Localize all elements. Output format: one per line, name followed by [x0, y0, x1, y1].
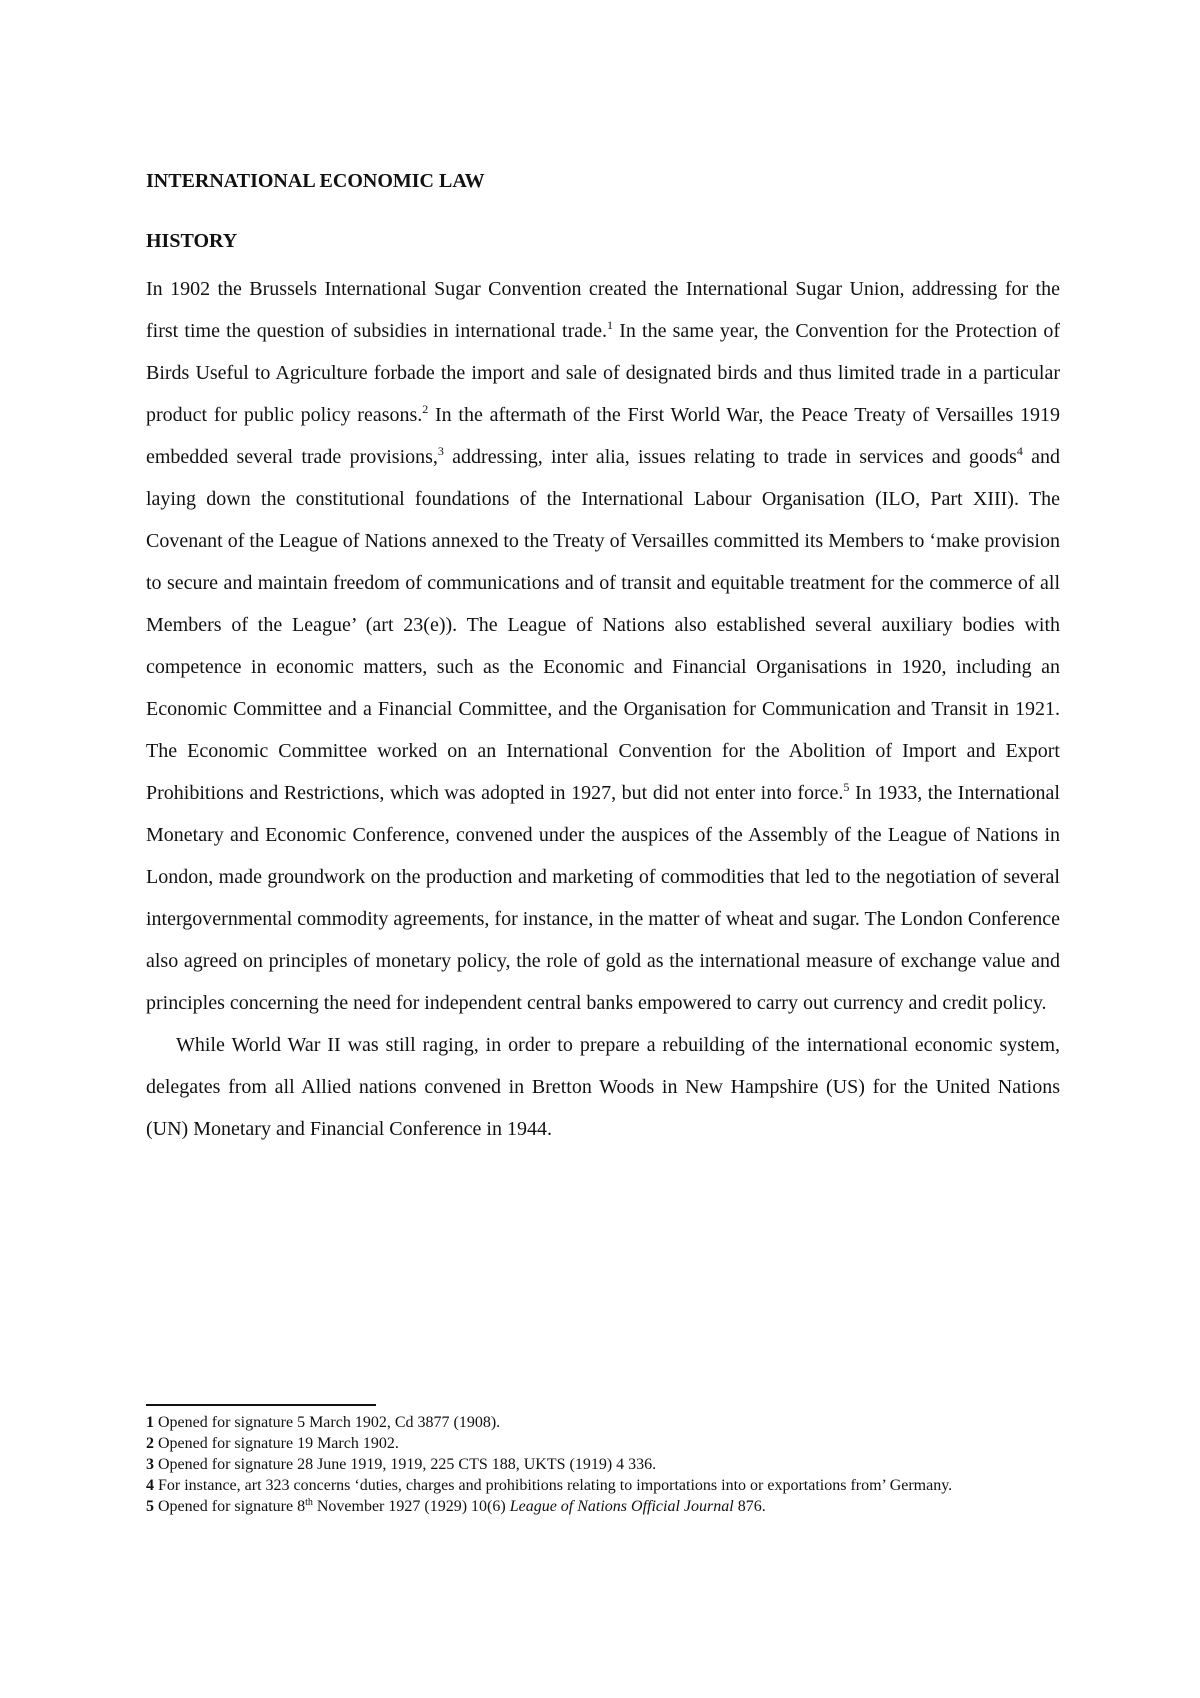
paragraph-text: In 1933, the International Monetary and Economic Conference, convened under the auspices of the Assembly of the League of Nations in London, made groundwork on the production and marketing of commodities that led to the negotiation of several intergovernmental commodity agreements, for instance, in the matter of wheat and sugar. The London Conference also agreed on principles of monetary policy, the role of gold as the international measure of exchange value and principles concerning the need for independent central banks empowered to carry out currency and credit policy. — [146, 782, 1060, 1014]
footnote-ref-1[interactable]: 1 — [607, 318, 614, 332]
footnote-text: November 1927 (1929) 10(6) — [312, 1498, 510, 1515]
footnote-ref-5[interactable]: 5 — [843, 780, 850, 794]
footnote-text: Opened for signature 28 June 1919, 1919, 225 CTS 188, UKTS (1919) 4 336. — [154, 1456, 657, 1473]
paragraph-text: addressing, inter alia, issues relating to trade in services and goods — [443, 446, 1017, 468]
footnote-5 — [146, 1496, 1060, 1517]
journal-title: League of Nations Official Journal — [509, 1498, 734, 1515]
paragraph-2: While World War II was still raging, in order to prepare a rebuilding of the international economic system, delegates from all Allied nations convened in Bretton Woods in New Hampshire (US) for the United Nations (UN) Monetary and Financial Conference in 1944. — [146, 1034, 1060, 1140]
footnote-ref-2[interactable]: 2 — [422, 402, 429, 416]
paragraph-text: and laying down the constitutional foundations of the International Labour Organisation (ILO, Part XIII). The Covenant of the League of Nations annexed to the Treaty of Versailles committed its Members to ‘make provision to secure and maintain freedom of communications and of transit and equitable treatment for the commerce of all Members of the League’ (art 23(e)). The League of Nations also established several auxiliary bodies with competence in economic matters, such as the Economic and Financial Organisations in 1920, including an Economic Committee and a Financial Committee, and the Organisation for Communication and Transit in 1921. The Economic Committee worked on an International Convention for the Abolition of Import and Export Prohibitions and Restrictions, which was adopted in 1927, but did not enter into force. — [146, 446, 1060, 804]
footnote-number: 5 — [146, 1498, 154, 1515]
footnote-text: For instance, art 323 concerns ‘duties, charges and prohibitions relating to importations into or exportations from’ Germany. — [154, 1477, 953, 1494]
paragraph-text: In 1902 the Brussels International Sugar Convention created the International Sugar Union, addressing for the first time the question of subsidies in international trade. — [146, 278, 1060, 342]
footnote-number: 2 — [146, 1435, 154, 1452]
paragraph-text: In the same year, the Convention for the Protection of Birds Useful to Agriculture forbade the import and sale of designated birds and thus limited trade in a particular product for public policy reasons. — [146, 320, 1060, 426]
ordinal-suffix: th — [305, 1497, 313, 1508]
paragraph-text: In the aftermath of the First World War, the Peace Treaty of Versailles 1919 embedded several trade provisions, — [146, 404, 1061, 468]
footnote-1 — [146, 1412, 1060, 1433]
main-content — [146, 168, 1060, 1150]
footnote-ref-4[interactable]: 4 — [1016, 444, 1023, 458]
footnote-text: Opened for signature 8 — [154, 1498, 306, 1515]
body-text — [146, 268, 1060, 1150]
footnote-3 — [146, 1454, 1060, 1475]
footnote-text: Opened for signature 5 March 1902, Cd 3877 (1908). — [154, 1414, 501, 1431]
footnote-4 — [146, 1475, 1060, 1496]
footnote-ref-3[interactable]: 3 — [437, 444, 444, 458]
footnote-text: 876. — [733, 1498, 766, 1515]
footnote-text: Opened for signature 19 March 1902. — [154, 1435, 399, 1452]
document-title: INTERNATIONAL ECONOMIC LAW — [146, 170, 485, 192]
paragraph-1 — [146, 268, 1060, 1024]
footnote-number: 4 — [146, 1477, 154, 1494]
footnote-2 — [146, 1433, 1060, 1454]
footnote-number: 3 — [146, 1456, 154, 1473]
footnote-number: 1 — [146, 1414, 154, 1431]
section-heading: HISTORY — [146, 230, 238, 252]
footnotes — [146, 1404, 1060, 1517]
footnote-separator — [146, 1404, 376, 1406]
